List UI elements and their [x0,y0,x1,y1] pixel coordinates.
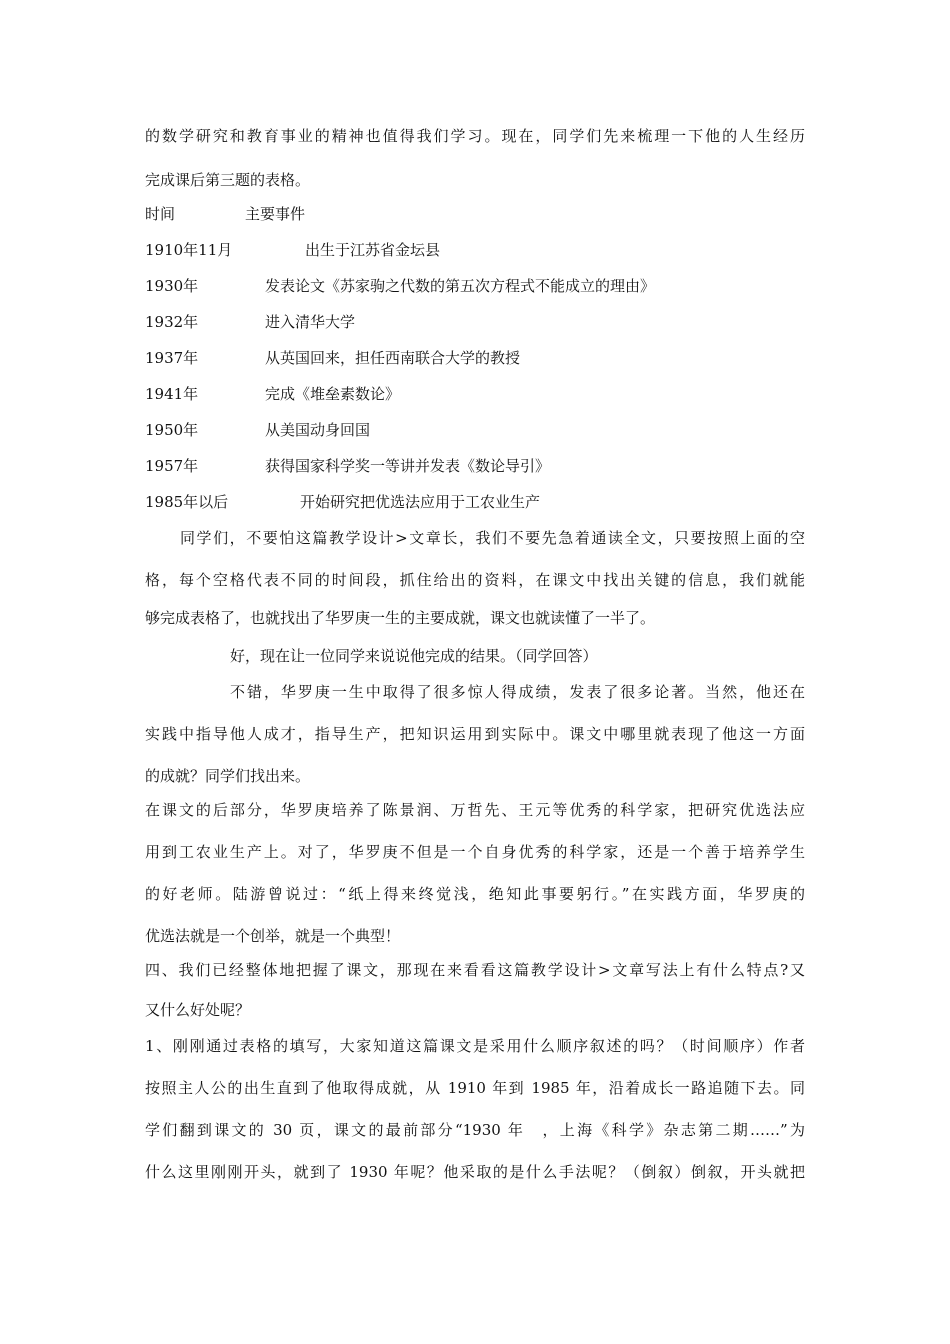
paragraph-line: 不错，华罗庚一生中取得了很多惊人得成绩，发表了很多论著。当然，他还在 [230,683,805,701]
timeline-header-event: 主要事件 [245,205,306,223]
paragraph-line: 实践中指导他人成才，指导生产，把知识运用到实际中。课文中哪里就表现了他这一方面 [145,725,805,743]
timeline-date: 1932年 [145,313,199,331]
timeline-date: 1930年 [145,277,199,295]
paragraph-line: 同学们，不要怕这篇教学设计>文章长，我们不要先急着通读全文，只要按照上面的空 [180,529,805,547]
timeline-date: 1985年以后 [145,493,229,511]
paragraph-line: 按照主人公的出生直到了他取得成就，从 1910 年到 1985 年，沿着成长一路追随下去。同 [145,1079,805,1097]
timeline-date: 1950年 [145,421,199,439]
paragraph-line: 又什么好处呢？ [145,1001,251,1019]
timeline-event: 从美国动身回国 [265,421,371,439]
paragraph-line: 的好老师。陆游曾说过：“纸上得来终觉浅，绝知此事要躬行。”在实践方面，华罗庚的 [145,885,805,903]
timeline-event: 开始研究把优选法应用于工农业生产 [300,493,541,511]
paragraph-line: 够完成表格了，也就找出了华罗庚一生的主要成就，课文也就读懂了一半了。 [145,609,656,627]
paragraph-line: 四、我们已经整体地把握了课文，那现在来看看这篇教学设计>文章写法上有什么特点?又 [145,961,805,979]
timeline-event: 发表论文《苏家驹之代数的第五次方程式不能成立的理由》 [265,277,656,295]
intro-line-1: 的数学研究和教育事业的精神也值得我们学习。现在，同学们先来梳理一下他的人生经历 [145,127,805,145]
timeline-event: 获得国家科学奖一等讲并发表《数论导引》 [265,457,551,475]
paragraph-line: 学们翻到课文的 30 页，课文的最前部分“1930 年 ，上海《科学》杂志第二期……”为 [145,1121,805,1139]
paragraph-line: 1、刚刚通过表格的填写，大家知道这篇课文是采用什么顺序叙述的吗？（时间顺序）作者 [145,1037,805,1055]
intro-line-2: 完成课后第三题的表格。 [145,171,311,189]
timeline-header-time: 时间 [145,205,176,223]
timeline-date: 1957年 [145,457,199,475]
timeline-date: 1910年11月 [145,241,233,259]
paragraph-line: 优选法就是一个创举，就是一个典型！ [145,927,401,945]
timeline-event: 出生于江苏省金坛县 [305,241,441,259]
paragraph-line: 格，每个空格代表不同的时间段，抓住给出的资料，在课文中找出关键的信息，我们就能 [145,571,805,589]
timeline-event: 完成《堆垒素数论》 [265,385,401,403]
timeline-date: 1937年 [145,349,199,367]
timeline-event: 从英国回来，担任西南联合大学的教授 [265,349,521,367]
timeline-date: 1941年 [145,385,199,403]
paragraph-line: 的成就？同学们找出来。 [145,767,311,785]
paragraph-student-answer: 好，现在让一位同学来说说他完成的结果。（同学回答） [230,647,598,665]
timeline-event: 进入清华大学 [265,313,356,331]
paragraph-line: 在课文的后部分，华罗庚培养了陈景润、万哲先、王元等优秀的科学家，把研究优选法应 [145,801,805,819]
paragraph-line: 什么这里刚刚开头，就到了 1930 年呢？他采取的是什么手法呢？（倒叙）倒叙，开头就把 [145,1163,805,1181]
paragraph-line: 用到工农业生产上。对了，华罗庚不但是一个自身优秀的科学家，还是一个善于培养学生 [145,843,805,861]
